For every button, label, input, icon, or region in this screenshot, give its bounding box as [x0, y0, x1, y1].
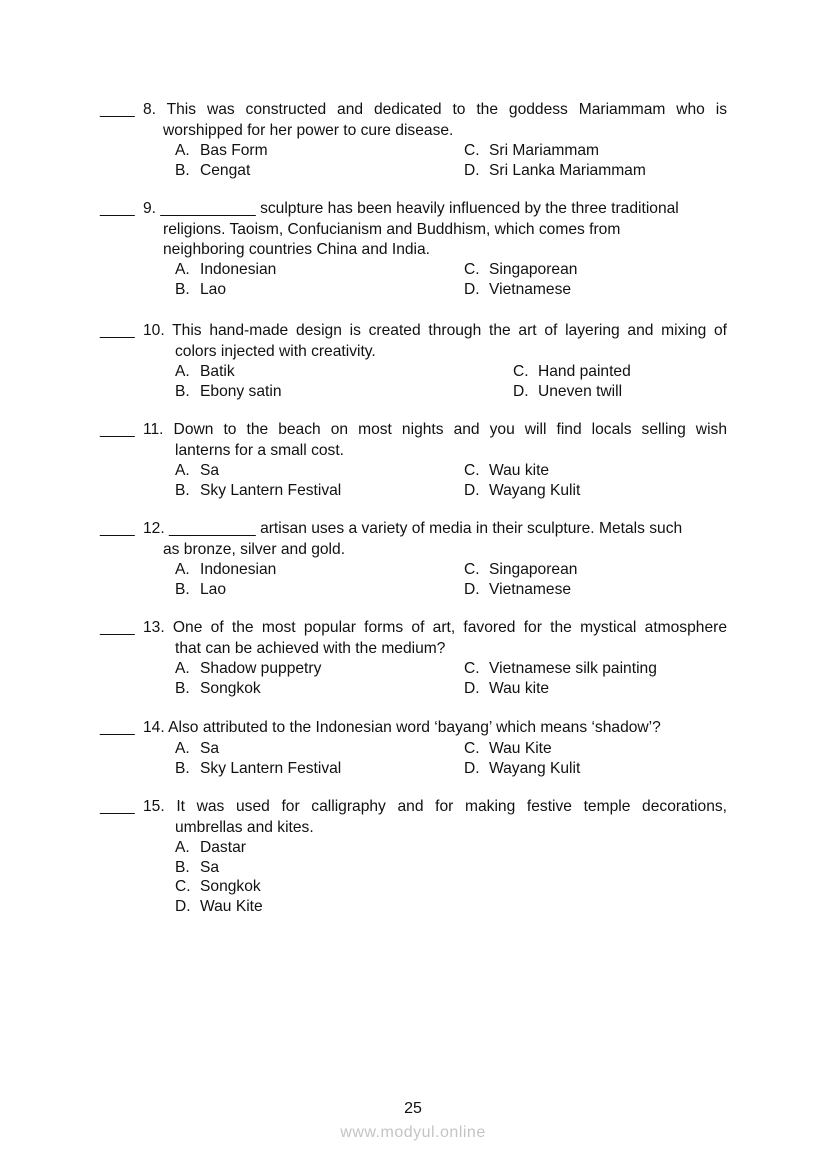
- option-letter: C.: [175, 878, 191, 895]
- answer-option-c: [464, 260, 577, 280]
- question-text-continued: lanterns for a small cost.: [175, 442, 344, 459]
- option-text: Wayang Kulit: [489, 482, 581, 499]
- answer-option-d: [464, 481, 580, 501]
- answer-option-a: [175, 659, 321, 679]
- option-text: Batik: [200, 363, 235, 380]
- option-letter: A.: [175, 740, 190, 757]
- question-text-continued: as bronze, silver and gold.: [163, 541, 346, 558]
- answer-blank[interactable]: ____: [100, 200, 135, 217]
- option-text: Songkok: [200, 878, 261, 895]
- answer-option-b: [175, 679, 261, 699]
- answer-blank[interactable]: ____: [100, 520, 135, 537]
- option-text: Vietnamese: [489, 281, 572, 298]
- option-letter: A.: [175, 462, 190, 479]
- option-text: Sa: [200, 859, 220, 876]
- question-text: 12. __________ artisan uses a variety of media in their sculpture. Metals such: [143, 520, 683, 537]
- option-letter: A.: [175, 142, 190, 159]
- question-text: 13. One of the most popular forms of art, favored for the mystical atmosphere: [143, 619, 727, 636]
- option-letter: B.: [175, 581, 190, 598]
- question-text-continued: colors injected with creativity.: [175, 343, 376, 360]
- option-text: Vietnamese: [489, 581, 572, 598]
- answer-option-a: [175, 461, 219, 481]
- answer-option-d: [464, 580, 571, 600]
- option-text: Sa: [200, 462, 220, 479]
- option-text: Uneven twill: [538, 383, 623, 400]
- answer-option-c: [464, 141, 599, 161]
- option-letter: B.: [175, 383, 190, 400]
- answer-option-c: [175, 877, 261, 897]
- option-letter: D.: [464, 680, 480, 697]
- answer-option-b: [175, 161, 250, 181]
- option-text: Songkok: [200, 680, 261, 697]
- option-text: Hand painted: [538, 363, 631, 380]
- option-letter: C.: [464, 142, 480, 159]
- answer-option-a: [175, 362, 235, 382]
- option-letter: B.: [175, 760, 190, 777]
- question-text-continued: neighboring countries China and India.: [163, 241, 431, 258]
- answer-blank[interactable]: ____: [100, 798, 135, 815]
- option-text: Vietnamese silk painting: [489, 660, 657, 677]
- answer-option-c: [464, 461, 549, 481]
- option-text: Indonesian: [200, 561, 277, 578]
- answer-option-c: [464, 739, 552, 759]
- option-letter: D.: [464, 760, 480, 777]
- question-text: 11. Down to the beach on most nights and you will find locals selling wish: [143, 421, 727, 438]
- option-letter: D.: [513, 383, 529, 400]
- option-text: Lao: [200, 281, 227, 298]
- option-letter: B.: [175, 482, 190, 499]
- option-text: Singaporean: [489, 561, 578, 578]
- option-text: Bas Form: [200, 142, 268, 159]
- option-text: Singaporean: [489, 261, 578, 278]
- option-letter: C.: [513, 363, 529, 380]
- option-text: Sri Lanka Mariammam: [489, 162, 646, 179]
- option-letter: A.: [175, 660, 190, 677]
- option-letter: C.: [464, 561, 480, 578]
- option-text: Wayang Kulit: [489, 760, 581, 777]
- option-letter: D.: [464, 281, 480, 298]
- option-letter: C.: [464, 740, 480, 757]
- question-text-continued: that can be achieved with the medium?: [175, 640, 446, 657]
- option-letter: B.: [175, 680, 190, 697]
- option-letter: A.: [175, 839, 190, 856]
- option-text: Shadow puppetry: [200, 660, 322, 677]
- answer-option-b: [175, 759, 341, 779]
- option-letter: B.: [175, 281, 190, 298]
- option-letter: D.: [464, 162, 480, 179]
- option-text: Indonesian: [200, 261, 277, 278]
- answer-option-b: [175, 481, 341, 501]
- option-text: Wau kite: [489, 462, 550, 479]
- option-letter: B.: [175, 162, 190, 179]
- question-text-continued: worshipped for her power to cure disease.: [163, 122, 454, 139]
- answer-option-d: [464, 679, 549, 699]
- option-text: Wau Kite: [489, 740, 552, 757]
- question-text: 8. This was constructed and dedicated to the goddess Mariammam who is: [143, 101, 727, 118]
- option-letter: B.: [175, 859, 190, 876]
- option-text: Cengat: [200, 162, 251, 179]
- answer-blank[interactable]: ____: [100, 421, 135, 438]
- option-text: Lao: [200, 581, 227, 598]
- answer-option-c: [464, 560, 577, 580]
- answer-option-b: [175, 580, 226, 600]
- option-letter: C.: [464, 660, 480, 677]
- option-letter: C.: [464, 462, 480, 479]
- answer-blank[interactable]: ____: [100, 322, 135, 339]
- answer-option-b: [175, 382, 282, 402]
- question-text: 14. Also attributed to the Indonesian word ‘bayang’ which means ‘shadow’?: [143, 719, 661, 736]
- question-text: 10. This hand-made design is created through the art of layering and mixing of: [143, 322, 727, 339]
- answer-option-a: [175, 141, 268, 161]
- answer-option-a: [175, 739, 219, 759]
- answer-option-a: [175, 838, 246, 858]
- answer-option-d: [513, 382, 622, 402]
- answer-option-b: [175, 280, 226, 300]
- option-text: Sky Lantern Festival: [200, 482, 342, 499]
- option-text: Dastar: [200, 839, 246, 856]
- question-text: 15. It was used for calligraphy and for making festive temple decorations,: [143, 798, 727, 815]
- watermark: www.modyul.online: [340, 1124, 486, 1141]
- option-letter: D.: [464, 482, 480, 499]
- option-letter: A.: [175, 363, 190, 380]
- answer-option-d: [464, 759, 580, 779]
- option-letter: D.: [175, 898, 191, 915]
- option-text: Ebony satin: [200, 383, 282, 400]
- option-letter: A.: [175, 261, 190, 278]
- option-letter: A.: [175, 561, 190, 578]
- option-text: Sky Lantern Festival: [200, 760, 342, 777]
- answer-option-d: [175, 897, 263, 917]
- answer-option-d: [464, 161, 646, 181]
- answer-blank[interactable]: ____: [100, 101, 135, 118]
- answer-option-a: [175, 560, 276, 580]
- question-text: 9. ___________ sculpture has been heavily influenced by the three traditional: [143, 200, 679, 217]
- answer-option-c: [513, 362, 631, 382]
- option-letter: D.: [464, 581, 480, 598]
- option-text: Sri Mariammam: [489, 142, 600, 159]
- question-text-continued: umbrellas and kites.: [175, 819, 314, 836]
- answer-option-d: [464, 280, 571, 300]
- question-text-continued: religions. Taoism, Confucianism and Buddhism, which comes from: [163, 221, 621, 238]
- answer-option-a: [175, 260, 276, 280]
- page-number: 25: [404, 1100, 422, 1117]
- answer-blank[interactable]: ____: [100, 719, 135, 736]
- answer-option-c: [464, 659, 657, 679]
- answer-blank[interactable]: ____: [100, 619, 135, 636]
- answer-option-b: [175, 858, 219, 878]
- option-text: Sa: [200, 740, 220, 757]
- option-text: Wau kite: [489, 680, 550, 697]
- option-text: Wau Kite: [200, 898, 263, 915]
- option-letter: C.: [464, 261, 480, 278]
